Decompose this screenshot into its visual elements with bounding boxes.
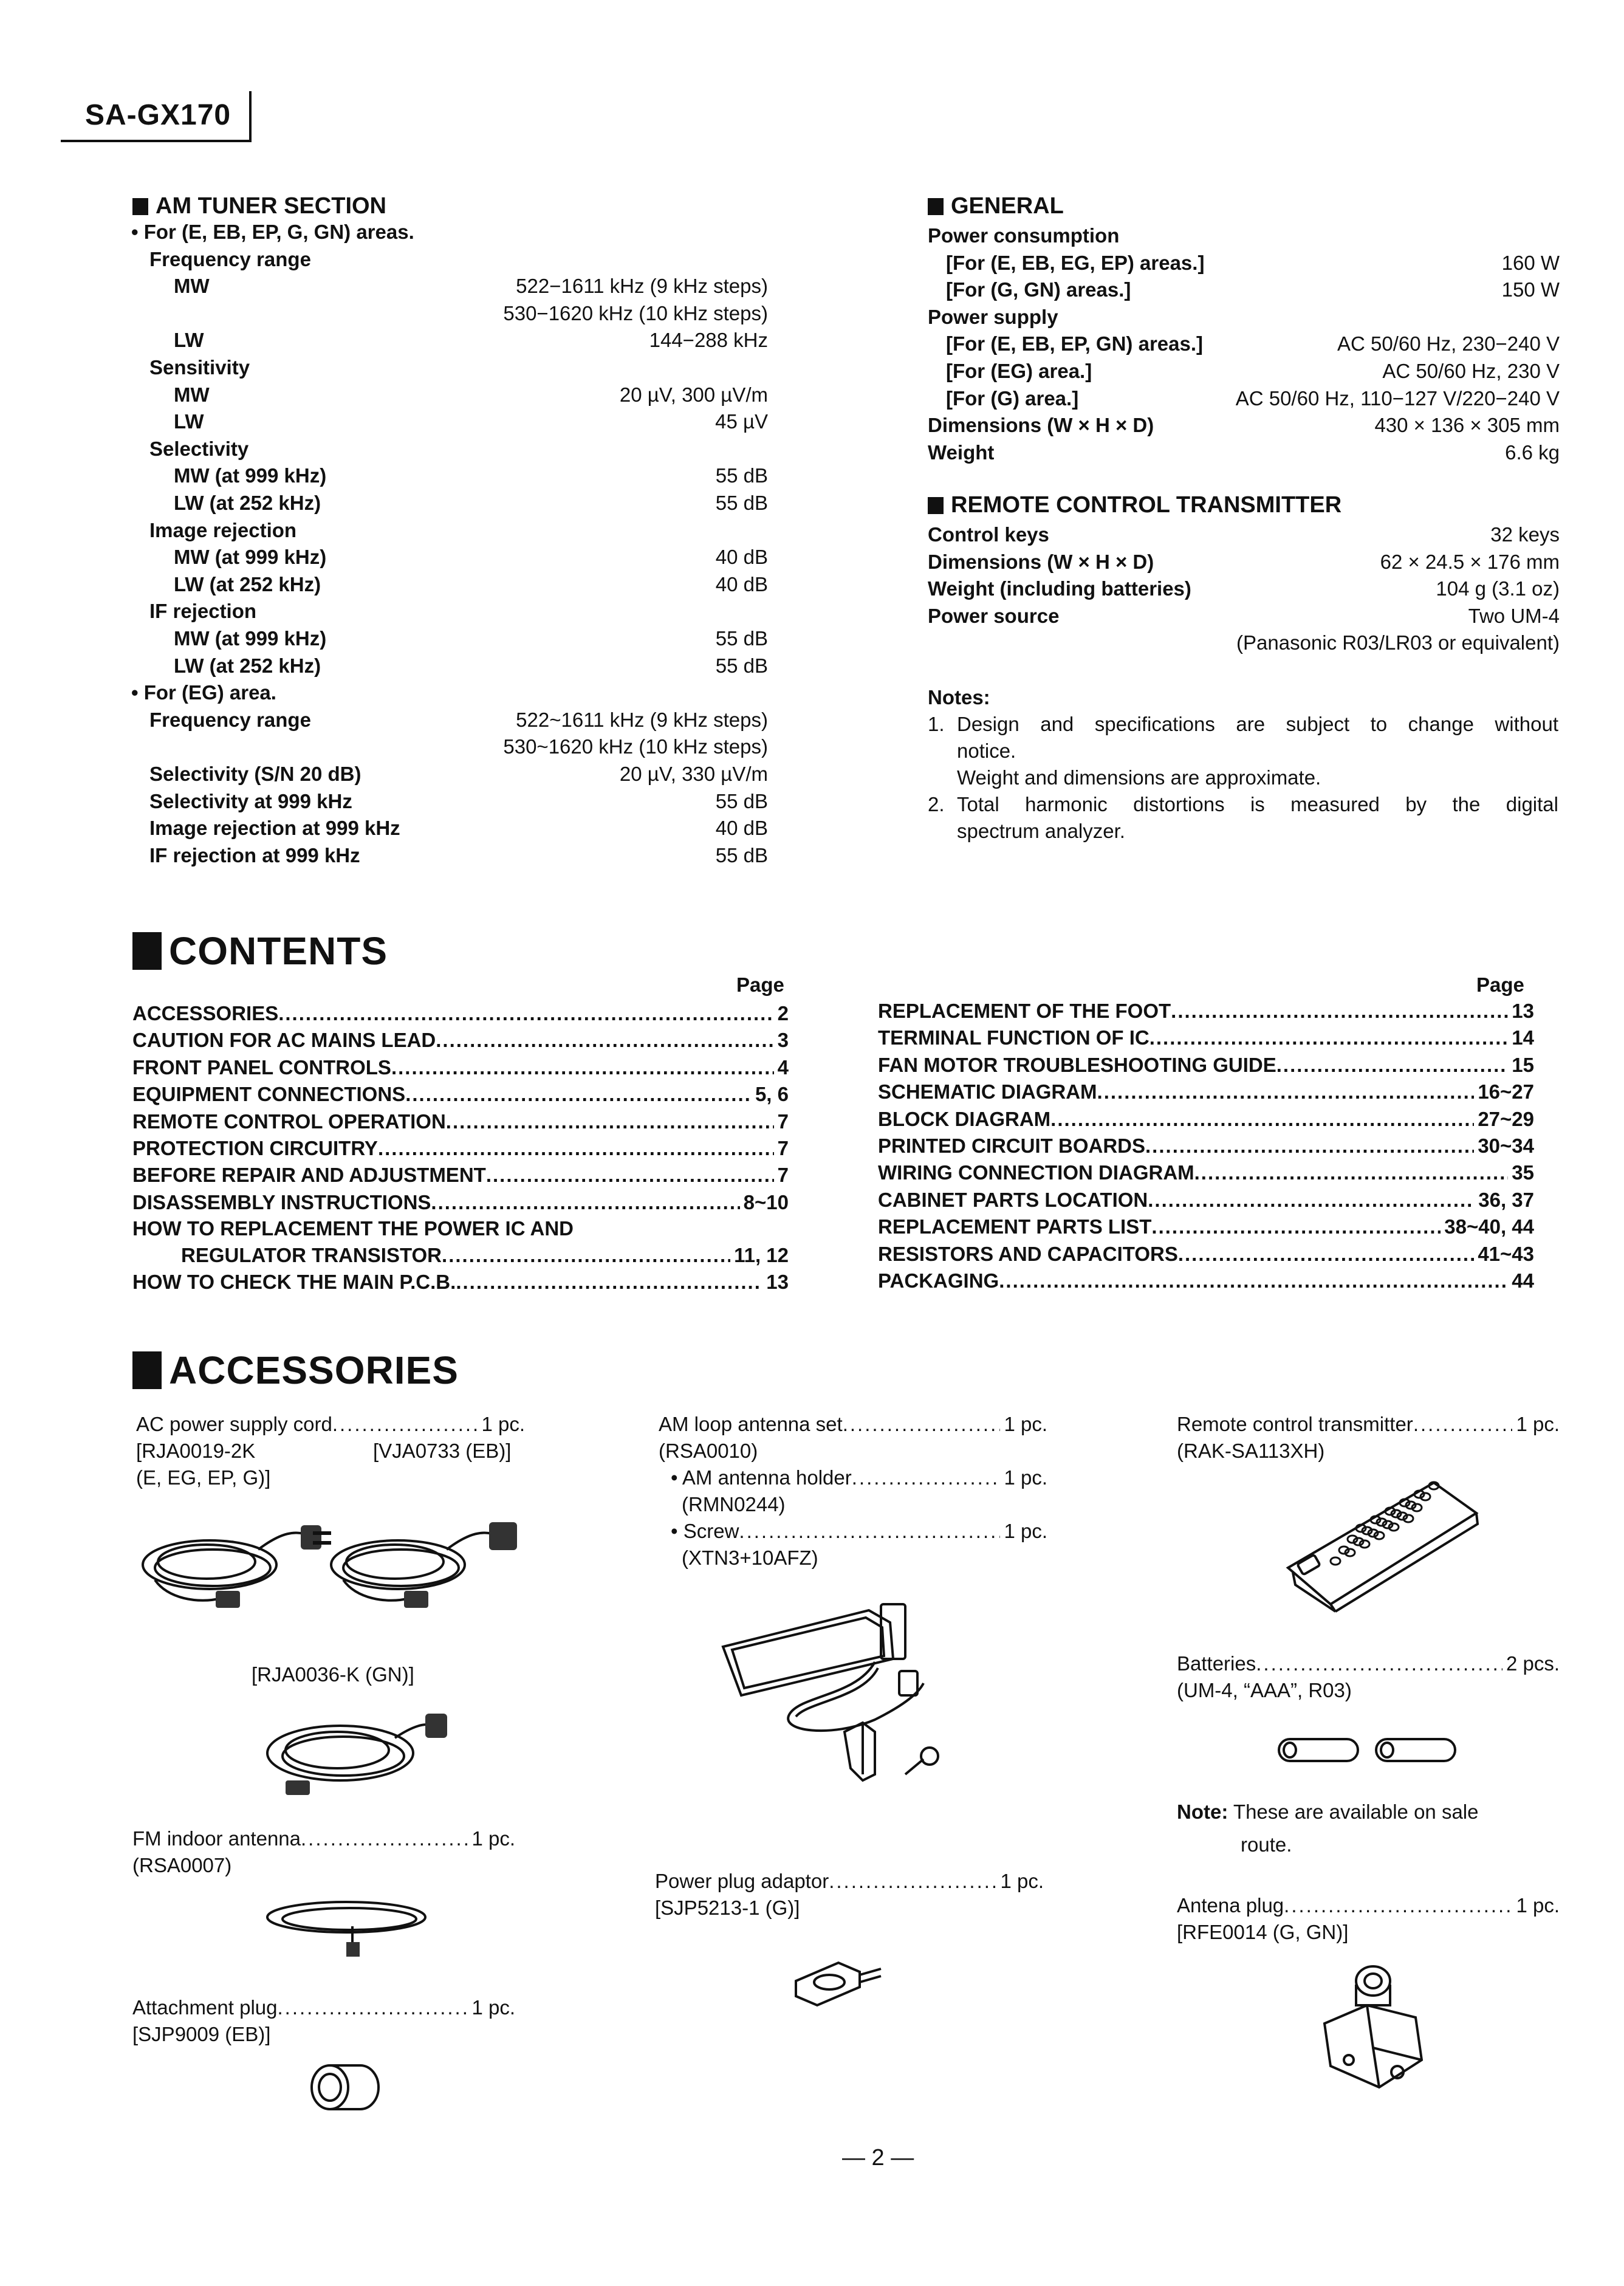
acc-attach-plug: Attachment plug ..... 1 pc. [132,1994,515,2021]
spec-row [131,219,768,245]
spec-row [131,327,768,354]
spec-label: • For (EG) area. [131,681,276,704]
spec-label: Image rejection at 999 kHz [149,817,400,840]
spec-value: AC 50/60 Hz, 230−240 V [1337,332,1560,355]
toc-page: 3 [777,1029,789,1052]
spec-label: LW [174,410,204,433]
spec-row [131,246,768,273]
acc-batteries: Batteries ..... 2 pcs. [1177,1650,1560,1677]
toc-item[interactable] [132,1189,789,1216]
spec-row [131,571,768,598]
spec-row [928,385,1560,412]
spec-label: [For (EG) area.] [946,360,1092,382]
spec-value: 6.6 kg [1505,441,1560,464]
general-heading [928,193,1064,219]
toc-page: 41~43 [1478,1242,1534,1265]
toc-title: PACKAGING [878,1269,999,1292]
spec-label: MW (at 999 kHz) [174,546,327,569]
toc-page: 16~27 [1478,1080,1534,1104]
acc-fm-antenna-part: (RSA0007) [132,1854,232,1876]
antenna-plug-illustration [1312,1957,1434,2102]
toc-leader [405,1081,752,1108]
spec-value: AC 50/60 Hz, 230 V [1382,360,1560,382]
note-1-line3: Weight and dimensions are approximate. [957,766,1321,789]
toc-page: 7 [777,1110,789,1133]
spec-row [131,815,768,842]
spec-label: LW (at 252 kHz) [174,492,321,514]
toc-leader [1148,1187,1475,1213]
toc-item[interactable] [878,1052,1534,1079]
spec-row [131,408,768,435]
attach-plug-illustration [303,2057,382,2118]
spec-row [928,521,1560,548]
toc-title: DISASSEMBLY INSTRUCTIONS [132,1190,431,1213]
toc-page: 27~29 [1478,1107,1534,1130]
am-loop-antenna-illustration [717,1592,984,1787]
spec-label: MW (at 999 kHz) [174,627,327,650]
spec-label: Control keys [928,523,1049,546]
spec-value: 522~1611 kHz (9 kHz steps) [516,708,768,731]
spec-row [928,439,1560,466]
toc-leader [378,1135,774,1162]
section-bullet-icon [132,198,148,215]
toc-item[interactable] [132,1135,789,1162]
remote-title: REMOTE CONTROL TRANSMITTER [951,492,1342,518]
toc-leader [436,1027,773,1054]
spec-label: Weight [928,441,995,464]
spec-label: Sensitivity [149,356,250,379]
toc-leader [278,1000,773,1027]
toc-page: 5, 6 [755,1083,789,1106]
spec-value: 55 dB [715,492,768,514]
spec-row [131,598,768,625]
spec-row [928,331,1560,357]
acc-antenna-plug: Antena plug ..... 1 pc. [1177,1892,1560,1919]
spec-label: Frequency range [149,247,311,270]
spec-label: Power consumption [928,224,1120,247]
page-number: — 2 — [842,2145,914,2171]
toc-title: FRONT PANEL CONTROLS [132,1055,391,1079]
toc-title: CABINET PARTS LOCATION [878,1188,1148,1211]
spec-row [131,653,768,679]
toc-leader [486,1162,774,1189]
toc-leader [1178,1241,1474,1268]
acc-remote-tx: Remote control transmitter ..... 1 pc. [1177,1411,1560,1438]
spec-value: 55 dB [715,654,768,677]
toc-item[interactable] [878,1106,1534,1133]
acc-am-holder: • AM antenna holder ..... 1 pc. [671,1464,1047,1491]
note-1-num: 1. [928,713,945,735]
toc-title: BLOCK DIAGRAM [878,1107,1051,1130]
spec-value: 522−1611 kHz (9 kHz steps) [516,275,768,298]
toc-item[interactable] [878,1213,1534,1240]
spec-label: [For (E, EB, EP, GN) areas.] [946,332,1204,355]
toc-title: CAUTION FOR AC MAINS LEAD [132,1029,436,1052]
spec-row [131,517,768,544]
spec-row [131,625,768,652]
acc-am-loop: AM loop antenna set ..... 1 pc. [659,1411,1047,1438]
toc-page: 30~34 [1478,1134,1534,1157]
spec-row [131,354,768,381]
toc-item[interactable] [132,1108,789,1135]
acc-ac-cord-part2: [VJA0733 (EB)] [373,1440,512,1462]
toc-item[interactable] [878,1133,1534,1159]
acc-antenna-plug-part: [RFE0014 (G, GN)] [1177,1921,1349,1943]
spec-value: 530~1620 kHz (10 kHz steps) [503,735,768,758]
spec-label: MW [174,383,210,406]
spec-row [131,490,768,517]
toc-item[interactable] [878,998,1534,1025]
toc-item[interactable] [878,1159,1534,1186]
spec-value: 55 dB [715,464,768,487]
spec-row [131,544,768,571]
acc-screw-part: (XTN3+10AFZ) [682,1546,818,1569]
acc-remote-tx-part: (RAK-SA113XH) [1177,1440,1325,1462]
note-1-line2: notice. [957,740,1016,762]
spec-row [131,707,768,733]
toc-item[interactable] [878,1025,1534,1051]
acc-screw: • Screw ..... 1 pc. [671,1518,1047,1545]
notes-title: Notes: [928,686,990,709]
toc-title: WIRING CONNECTION DIAGRAM [878,1161,1194,1184]
ac-cord-gn-illustration [249,1701,456,1799]
spec-value: 40 dB [715,572,768,596]
spec-value: 430 × 136 × 305 mm [1374,414,1560,437]
toc-item[interactable] [132,1054,789,1081]
acc-am-loop-part: (RSA0010) [659,1440,758,1462]
spec-value: 20 µV, 330 µV/m [619,763,768,785]
spec-label: Weight (including batteries) [928,577,1191,600]
section-bullet-icon [928,497,944,514]
spec-label: Dimensions (W × H × D) [928,550,1154,573]
spec-value: AC 50/60 Hz, 110−127 V/220−240 V [1235,386,1560,410]
spec-row [131,679,768,706]
toc-page: 35 [1512,1161,1534,1184]
am-tuner-heading [132,193,386,219]
accessories-title: ACCESSORIES [169,1348,459,1392]
acc-power-adaptor-part: [SJP5213-1 (G)] [655,1896,800,1919]
spec-row [928,304,1560,331]
toc-page: 7 [777,1164,789,1187]
toc-leader [1145,1133,1474,1159]
accessories-heading [132,1348,459,1393]
toc-page: 14 [1512,1026,1534,1049]
spec-row [928,250,1560,276]
toc-leader [1050,1106,1474,1133]
acc-ac-cord-part3: [RJA0036-K (GN)] [252,1663,414,1686]
toc-page: 2 [777,1002,789,1025]
toc-page: 44 [1512,1269,1534,1292]
spec-label: IF rejection [149,600,257,623]
spec-value: 20 µV, 300 µV/m [619,383,768,406]
toc-title: PRINTED CIRCUIT BOARDS [878,1134,1146,1157]
spec-row [131,273,768,300]
contents-heading [132,928,388,973]
toc-page: 8~10 [743,1190,789,1213]
fm-antenna-illustration [261,1890,444,1957]
ac-cord-illustration [131,1507,526,1616]
toc-title: EQUIPMENT CONNECTIONS [132,1083,406,1106]
power-adaptor-illustration [790,1944,887,2011]
spec-label: Power supply [928,305,1058,328]
toc-item-regulator[interactable]: REGULATOR TRANSISTOR ..... 11, 12 [132,1242,789,1269]
toc-page: 4 [777,1055,789,1079]
spec-label: [For (G) area.] [946,386,1079,410]
spec-value: 62 × 24.5 × 176 mm [1380,550,1560,573]
remote-heading [928,492,1341,518]
section-bullet-icon [928,198,944,215]
spec-value: 150 W [1501,278,1560,301]
spec-label: Selectivity (S/N 20 dB) [149,763,361,785]
spec-row [131,436,768,462]
acc-power-adaptor: Power plug adaptor ..... 1 pc. [655,1868,1044,1895]
spec-value: 160 W [1501,251,1560,274]
spec-label: Power source [928,604,1060,627]
spec-row [928,549,1560,575]
toc-leader [1171,998,1508,1025]
acc-fm-antenna: FM indoor antenna ..... 1 pc. [132,1825,515,1852]
am-tuner-title: AM TUNER SECTION [156,193,386,219]
toc-item[interactable] [132,1081,789,1108]
model-number: SA-GX170 [85,99,231,131]
toc-item[interactable] [878,1268,1534,1294]
toc-title: ACCESSORIES [132,1002,279,1025]
spec-value: 40 dB [715,546,768,569]
spec-value: 55 dB [715,789,768,812]
spec-row [928,276,1560,303]
spec-value: 104 g (3.1 oz) [1436,577,1560,600]
toc-title: REPLACEMENT PARTS LIST [878,1215,1152,1238]
toc-item[interactable] [132,1000,789,1027]
toc-item[interactable] [878,1187,1534,1213]
toc-item[interactable] [878,1079,1534,1105]
spec-label: Selectivity at 999 kHz [149,789,352,812]
spec-value: Two UM-4 [1468,604,1560,627]
spec-value: 55 dB [715,627,768,650]
toc-title: FAN MOTOR TROUBLESHOOTING GUIDE [878,1053,1276,1076]
spec-label: IF rejection at 999 kHz [149,843,360,867]
spec-row [131,788,768,815]
spec-row [928,603,1560,630]
spec-value: (Panasonic R03/LR03 or equivalent) [1236,631,1560,654]
toc-leader [999,1268,1508,1294]
toc-leader [1097,1079,1475,1105]
spec-value: 32 keys [1490,523,1560,546]
toc-leader [1149,1025,1509,1051]
spec-value: 40 dB [715,817,768,840]
note-2-line1: Total harmonic distortions is measured by the digital [957,793,1558,815]
toc-title: REMOTE CONTROL OPERATION [132,1110,446,1133]
contents-title: CONTENTS [169,929,388,973]
spec-label: [For (E, EB, EG, EP) areas.] [946,251,1205,274]
remote-control-illustration [1282,1471,1489,1616]
toc-title: BEFORE REPAIR AND ADJUSTMENT [132,1164,486,1187]
contents-page-label-left: Page [736,973,784,996]
toc-item[interactable] [132,1027,789,1054]
acc-ac-cord-part1: [RJA0019-2K [136,1440,256,1462]
batteries-illustration [1273,1732,1467,1768]
spec-value: 144−288 kHz [649,329,768,352]
acc-attach-plug-part: [SJP9009 (EB)] [132,2023,271,2045]
toc-title: REPLACEMENT OF THE FOOT [878,1000,1171,1022]
spec-label: Dimensions (W × H × D) [928,414,1154,437]
general-title: GENERAL [951,193,1064,219]
contents-page-label-right: Page [1476,973,1524,996]
spec-label: Frequency range [149,708,311,731]
spec-row [131,842,768,869]
note-2-num: 2. [928,793,945,815]
toc-page: 38~40, 44 [1444,1215,1534,1238]
section-bullet-icon [132,932,162,970]
spec-value: 530−1620 kHz (10 kHz steps) [503,301,768,324]
spec-row [131,300,768,327]
toc-leader [446,1108,774,1135]
spec-label: LW (at 252 kHz) [174,654,321,677]
spec-row [131,462,768,489]
toc-leader [391,1054,774,1081]
acc-am-holder-part: (RMN0244) [682,1493,786,1515]
note-2-line2: spectrum analyzer. [957,820,1125,842]
spec-row [131,382,768,408]
toc-page: 36, 37 [1478,1188,1534,1211]
spec-row [928,575,1560,602]
spec-label: LW (at 252 kHz) [174,572,321,596]
spec-label: [For (G, GN) areas.] [946,278,1131,301]
remote-key [1331,1557,1340,1565]
toc-item-power-ic[interactable]: HOW TO REPLACEMENT THE POWER IC AND [132,1217,574,1240]
section-bullet-icon [132,1351,162,1389]
toc-title: PROTECTION CIRCUITRY [132,1137,378,1159]
spec-label: MW [174,275,210,298]
toc-leader [1276,1052,1509,1079]
toc-item-main-pcb[interactable]: HOW TO CHECK THE MAIN P.C.B. ..... 13 [132,1269,789,1296]
spec-value: 45 µV [715,410,768,433]
acc-ac-cord-areas: (E, EG, EP, G)] [136,1466,271,1489]
spec-row [928,222,1560,249]
toc-leader [1194,1159,1509,1186]
spec-row [928,412,1560,439]
acc-note-line2: route. [1241,1833,1292,1856]
spec-label: Selectivity [149,437,249,460]
spec-label: Image rejection [149,518,297,541]
spec-row [131,761,768,788]
toc-item[interactable] [878,1241,1534,1268]
toc-title: TERMINAL FUNCTION OF IC [878,1026,1149,1049]
toc-title: RESISTORS AND CAPACITORS [878,1242,1178,1265]
toc-page: 13 [1512,1000,1534,1022]
toc-item[interactable] [132,1162,789,1189]
remote-keys [1331,1482,1439,1565]
spec-row [928,358,1560,385]
acc-batteries-part: (UM-4, “AAA”, R03) [1177,1679,1352,1701]
spec-label: • For (E, EB, EP, G, GN) areas. [131,221,414,243]
acc-note: Note: These are available on sale [1177,1800,1479,1823]
spec-row [928,630,1560,656]
toc-page: 7 [777,1137,789,1159]
toc-page: 15 [1512,1053,1534,1076]
toc-leader [1151,1213,1441,1240]
spec-label: MW (at 999 kHz) [174,464,327,487]
toc-leader [431,1189,739,1216]
note-1-line1: Design and specifications are subject to change without [957,713,1558,735]
toc-title: SCHEMATIC DIAGRAM [878,1080,1097,1104]
acc-ac-cord: AC power supply cord ..... 1 pc. [136,1411,525,1438]
spec-row [131,733,768,760]
spec-label: LW [174,329,204,352]
spec-value: 55 dB [715,843,768,867]
